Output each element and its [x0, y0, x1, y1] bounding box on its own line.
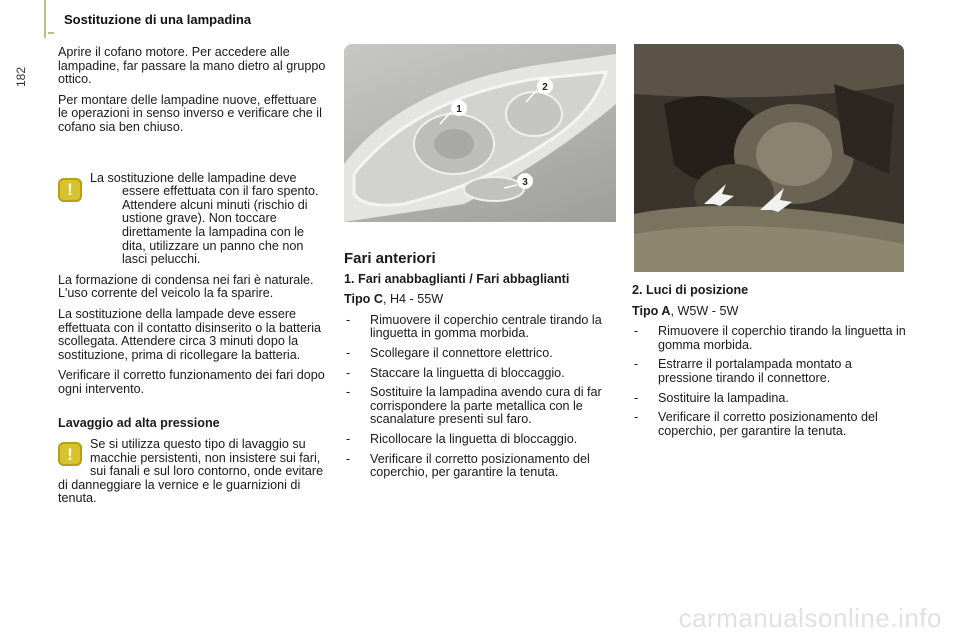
lavaggio-heading: Lavaggio ad alta pressione [58, 416, 220, 431]
item-2-heading: 2. Luci di posizione [632, 283, 749, 297]
list-item: - Verificare il corretto posizionamento del coperchio, per garantire la tenuta. [344, 453, 618, 480]
callout-3-label: 3 [522, 177, 528, 188]
page-margin [0, 0, 48, 640]
column-left [58, 46, 326, 513]
intro-paragraph-2: Per montare delle lampadine nuove, effettuare le operazioni in senso inverso e verificare che il cofano sia ben chiuso. [58, 92, 322, 134]
fari-anteriori-title: Fari anteriori [344, 250, 436, 267]
type-value: , H4 - 55W [382, 292, 444, 307]
list-item: - Estrarre il portalampada montato a pressione tirando il connettore. [632, 358, 908, 385]
column-right [632, 284, 908, 444]
list-item: - Staccare la linguetta di bloccaggio. [344, 367, 618, 381]
callout-1-label: 1 [456, 104, 462, 115]
warning-block-1 [58, 172, 326, 267]
list-item: - Rimuovere il coperchio tirando la linguetta in gomma morbida. [632, 325, 908, 352]
type-line [632, 305, 908, 319]
steps-list [344, 314, 618, 480]
warning-text-2: Se si utilizza questo tipo di lavaggio su macchie persistenti, non insistere sui fari, sui fanali e sul loro contorno, onde evitare di danneggiare la vernice e le guarnizioni di tenuta. [58, 437, 324, 506]
column-middle [344, 252, 618, 486]
type-label: Tipo C [344, 292, 383, 307]
item-1-heading: 1. Fari anabbaglianti / Fari abbaglianti [344, 271, 570, 286]
warning-icon: ! [58, 178, 82, 202]
list-item: - Ricollocare la linguetta di bloccaggio. [344, 433, 618, 447]
callout-2-label: 2 [542, 82, 548, 93]
engine-bay-photo [634, 44, 904, 272]
page-number: 182 [14, 66, 28, 88]
margin-rule [44, 0, 46, 38]
contatto-paragraph: La sostituzione della lampade deve essere effettuata con il contatto disinserito o la batteria scollegata. Attendere circa 3 minuti dopo la sostituzione, prima di ricollegare la batteria. [58, 306, 321, 362]
list-item: - Verificare il corretto posizionamento del coperchio, per garantire la tenuta. [632, 411, 908, 438]
warning-icon: ! [58, 442, 82, 466]
intro-paragraph-1: Aprire il cofano motore. Per accedere alle lampadine, far passare la mano dietro al gruppo ottico. [58, 45, 326, 87]
list-item: - Scollegare il connettore elettrico. [344, 347, 618, 361]
section-title: Sostituzione di una lampadina [64, 12, 252, 27]
list-item: - Sostituire la lampadina. [632, 392, 908, 406]
type-value: , W5W - 5W [670, 303, 739, 318]
title-rule [48, 32, 54, 34]
list-item: - Sostituire la lampadina avendo cura di far corrispondere la parte metallica con le scanalature presenti sul faro. [344, 386, 618, 427]
warning-text-1: La sostituzione delle lampadine deve essere effettuata con il faro spento. Attendere alcuni minuti (rischio di ustione grave). Non toccare direttamente la lampadina con le dita, utilizzare un panno che non lasci pelucchi. [90, 170, 319, 267]
steps-list [632, 325, 908, 438]
type-label: Tipo A [632, 303, 671, 318]
type-line [344, 293, 618, 307]
watermark: carmanualsonline.info [678, 603, 942, 633]
condensa-paragraph: La formazione di condensa nei fari è naturale. L'uso corrente del veicolo la fa sparire. [58, 272, 314, 301]
verifica-paragraph: Verificare il corretto funzionamento dei fari dopo ogni intervento. [58, 368, 325, 396]
warning-block-2 [58, 438, 326, 506]
list-item: - Rimuovere il coperchio centrale tirando la linguetta in gomma morbida. [344, 314, 618, 341]
headlamp-photo [344, 44, 616, 222]
